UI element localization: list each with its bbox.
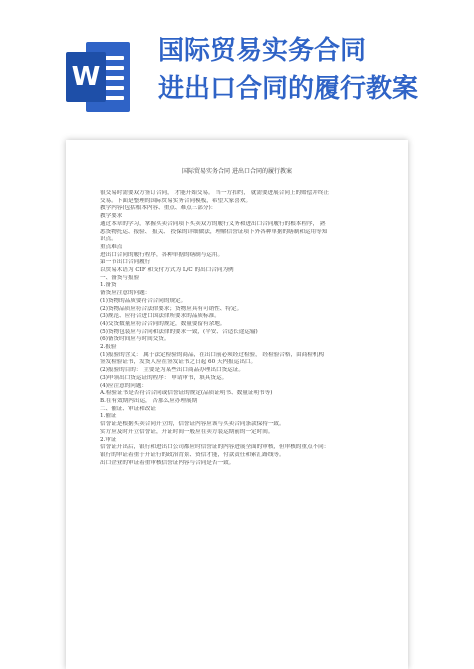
- body-line: (2)货物品质应符合法律要求；货物应具有可销性、特定。: [100, 305, 243, 312]
- body-line: 重点难点: [100, 243, 123, 250]
- banner-title: [158, 32, 468, 108]
- body-line: 出口企业的审证着重审核信誉证内容与合同是否一致。: [100, 459, 235, 466]
- body-line: B.在有效期内出运， 否那么应办理展期: [100, 397, 198, 404]
- body-line: 进出口合同的履行程序，各种单据的缮制与运用。: [100, 251, 224, 258]
- body-line: (2)报验的目的： 主要是为某些出口商品办理出口货运证。: [100, 367, 244, 374]
- body-line: 以贸易术语为 CIF 和支付方式为 L/C 的出口合同为例: [100, 267, 234, 274]
- body-line: 1.备货: [100, 282, 117, 289]
- body-line: 通过本章的学习，掌握买卖合同项下买卖双方的履行义务和进出口合同履行的根本程序， 熟: [100, 220, 326, 227]
- body-line: 签发检验证书，发货人应在签发证书之日起 60 天内报运出口。: [100, 359, 257, 366]
- document-title: 国际贸易实务合同 进出口合同的履行教案: [182, 168, 292, 175]
- body-line: (1)货物的品质要符合合同的规定。: [100, 297, 187, 304]
- body-line: 银行的审证着重于开证行的政治背景、资信才能，付款责任和索汇路线等。: [100, 451, 285, 458]
- body-line: 交易。下面是整理的国际贸易实务合同模板，希望大家喜欢。: [100, 197, 252, 204]
- body-line: (1)报验的含义： 属于法定检验的商品，在出口前必须经过检验， 经检验合格，由商检机构: [100, 351, 325, 358]
- body-line: (3)申领出口货运证的程序： 申请审书，填具货运。: [100, 374, 228, 381]
- body-line: 备货应注意的问题：: [100, 290, 151, 297]
- banner-title-line1: 国际贸易实务合同: [158, 36, 367, 66]
- word-badge: W: [66, 52, 106, 102]
- document-body: [100, 190, 390, 467]
- body-line: 一、备货与报验: [100, 274, 140, 281]
- word-icon: [66, 42, 130, 112]
- body-line: 信誉证是根据买卖合同开立的，信誉证内容应该与买卖合同条款保持一致。: [100, 421, 285, 428]
- document-page: [66, 140, 408, 669]
- banner-title-line2: 进出口合同的履行教案: [158, 74, 419, 104]
- body-line: 1.催证: [100, 413, 117, 420]
- body-line: 教学内容(包括根本内容、重点、难点三部分)：: [100, 205, 217, 212]
- body-line: 很交易时需要双方签订合同， 才能开始交易。 当一方扣约， 就需要进展合同上的赔偿并终止: [100, 190, 330, 196]
- body-line: (3)规范、应符合进口国法律所要求的品质标准。: [100, 313, 220, 320]
- body-line: 教学要求: [100, 213, 123, 220]
- body-line: 识点。: [100, 236, 117, 243]
- body-line: A.检验证书是否符合合同或信誉证的规定(品质证明书、数量证明书等): [100, 390, 273, 397]
- body-line: 信誉证开出后，银行和进出口公司都应时信誉证的内容进展全面的审核，但审核的重点不同：: [100, 444, 330, 451]
- body-line: 2.审证: [100, 436, 117, 443]
- body-line: 2.报验: [100, 344, 117, 351]
- body-line: 第一节出口合同履行: [100, 259, 151, 266]
- body-line: (4)交货数量应符合合同的规定，数量要留有余地。: [100, 320, 226, 327]
- body-line: (5)货物包装应与合同和法律的要求一致，(平安、合适长途运输): [100, 328, 258, 335]
- body-line: 悉货物托运、报验、 报关、 投保的详细做法，理解信誉证项下外各种单据的缮制和运用等知: [100, 228, 328, 235]
- body-line: (6)备货时间应与时间交货。: [100, 336, 170, 343]
- title-banner: [0, 0, 474, 140]
- body-line: 二、催证、审证和改证: [100, 405, 156, 412]
- body-line: (4)应注意的问题：: [100, 382, 148, 389]
- body-line: 实方应及时开立信誉证，开证时间一般应在卖方装运期前的一定时间。: [100, 428, 274, 435]
